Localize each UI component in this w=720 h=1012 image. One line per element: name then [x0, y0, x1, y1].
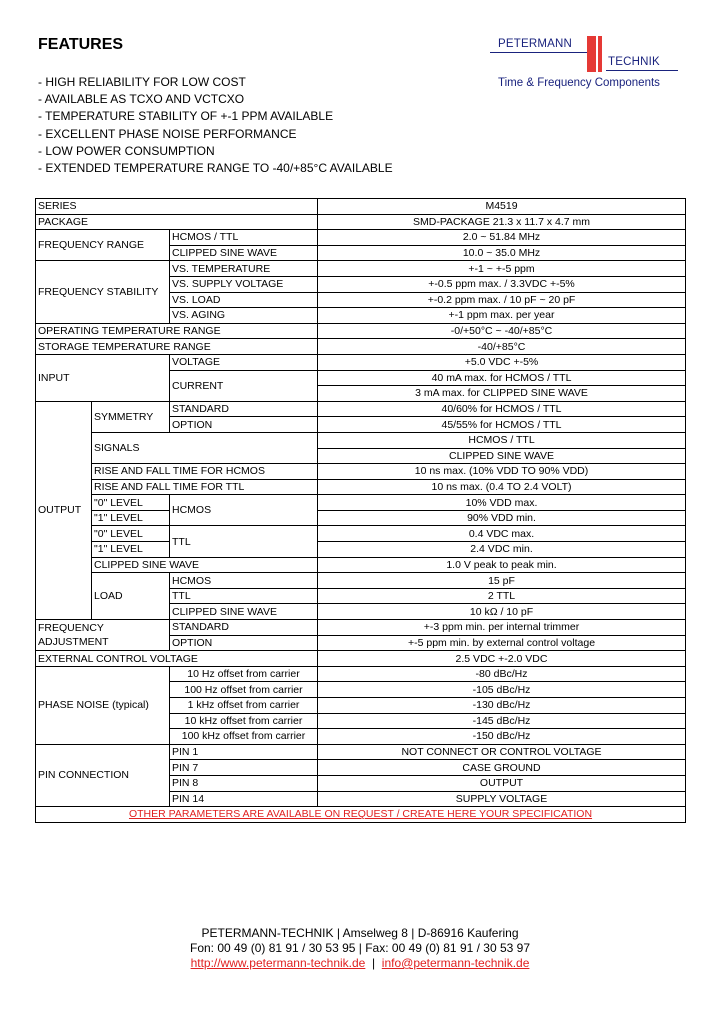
label-external-control: EXTERNAL CONTROL VOLTAGE	[36, 651, 318, 667]
sub-rise-fall-hcmos: RISE AND FALL TIME FOR HCMOS	[92, 464, 318, 480]
table-row	[36, 651, 686, 667]
label-frequency-adjustment-line2: ADJUSTMENT	[38, 636, 109, 649]
value-external-control: 2.5 VDC +-2.0 VDC	[318, 651, 686, 667]
sub-pin: PIN 7	[170, 760, 318, 776]
label-phase-noise: PHASE NOISE (typical)	[36, 666, 170, 744]
value-pin: CASE GROUND	[318, 760, 686, 776]
sub-pin: PIN 14	[170, 791, 318, 807]
sub-zero-level: "0" LEVEL	[92, 526, 170, 542]
sub-offset: 10 kHz offset from carrier	[170, 713, 318, 729]
label-output: OUTPUT	[36, 401, 92, 619]
table-row	[36, 401, 686, 417]
request-note-link[interactable]: OTHER PARAMETERS ARE AVAILABLE ON REQUEST / CREATE HERE YOUR SPECIFICATION	[36, 807, 686, 823]
sub-load-ttl: TTL	[170, 588, 318, 604]
table-row	[36, 557, 686, 573]
table-row	[36, 354, 686, 370]
value-hcmos-range: 2.0 ~ 51.84 MHz	[318, 230, 686, 246]
table-row	[36, 510, 686, 526]
label-storage-temp: STORAGE TEMPERATURE RANGE	[36, 339, 318, 355]
label-pin-connection: PIN CONNECTION	[36, 744, 170, 806]
company-logo	[490, 36, 690, 96]
table-row	[36, 807, 686, 823]
value-current: 40 mA max. for HCMOS / TTL	[318, 370, 686, 386]
value-stability: +-1 ~ +-5 ppm	[318, 261, 686, 277]
value-package: SMD-PACKAGE 21.3 x 11.7 x 4.7 mm	[318, 214, 686, 230]
value-rise-fall-ttl: 10 ns max. (0.4 TO 2.4 VOLT)	[318, 479, 686, 495]
email-link[interactable]: info@petermann-technik.de	[381, 956, 530, 970]
table-row	[36, 744, 686, 760]
sub-clipped-sine-output: CLIPPED SINE WAVE	[92, 557, 318, 573]
feature-item: - EXCELLENT PHASE NOISE PERFORMANCE	[38, 126, 297, 141]
value-operating-temp: -0/+50°C ~ -40/+85°C	[318, 323, 686, 339]
sub-offset: 100 kHz offset from carrier	[170, 729, 318, 745]
footer-phone-fax: Fon: 00 49 (0) 81 91 / 30 53 95 | Fax: 00 49 (0) 81 91 / 30 53 97	[189, 941, 530, 955]
value-phase-noise: -80 dBc/Hz	[318, 666, 686, 682]
sub-load-hcmos: HCMOS	[170, 573, 318, 589]
sub-ttl-level: TTL	[170, 526, 318, 557]
table-row	[36, 339, 686, 355]
table-row	[36, 323, 686, 339]
value-rise-fall-hcmos: 10 ns max. (10% VDD TO 90% VDD)	[318, 464, 686, 480]
value-phase-noise: -105 dBc/Hz	[318, 682, 686, 698]
value-phase-noise: -130 dBc/Hz	[318, 698, 686, 714]
table-row	[36, 526, 686, 542]
value-load-hcmos: 15 pF	[318, 573, 686, 589]
value-stability: +-0.5 ppm max. / 3.3VDC +-5%	[318, 276, 686, 292]
sub-voltage: VOLTAGE	[170, 354, 318, 370]
label-input: INPUT	[36, 354, 170, 401]
sub-standard: STANDARD	[170, 620, 318, 636]
sub-symmetry: SYMMETRY	[92, 401, 170, 432]
sub-offset: 100 Hz offset from carrier	[170, 682, 318, 698]
sub-pin: PIN 1	[170, 744, 318, 760]
sub-one-level: "1" LEVEL	[92, 542, 170, 558]
table-row	[36, 666, 686, 682]
website-link[interactable]: http://www.petermann-technik.de	[190, 956, 366, 970]
sub-signals: SIGNALS	[92, 432, 318, 463]
table-row	[36, 464, 686, 480]
feature-item: - HIGH RELIABILITY FOR LOW COST	[38, 75, 246, 89]
table-row	[36, 261, 686, 277]
table-row	[36, 432, 686, 448]
value-clipped-sine-output: 1.0 V peak to peak min.	[318, 557, 686, 573]
sub-clipped-sine: CLIPPED SINE WAVE	[170, 245, 318, 261]
sub-stability: VS. SUPPLY VOLTAGE	[170, 276, 318, 292]
label-frequency-stability: FREQUENCY STABILITY	[36, 261, 170, 323]
table-row	[36, 199, 686, 215]
sub-offset: 10 Hz offset from carrier	[170, 666, 318, 682]
logo-rule	[606, 70, 678, 71]
table-row	[36, 214, 686, 230]
table-row	[36, 620, 686, 636]
value-series: M4519	[318, 199, 686, 215]
sub-stability: VS. TEMPERATURE	[170, 261, 318, 277]
label-operating-temp: OPERATING TEMPERATURE RANGE	[36, 323, 318, 339]
feature-item: - LOW POWER CONSUMPTION	[38, 143, 215, 158]
value-hcmos-zero: 10% VDD max.	[318, 495, 686, 511]
sub-hcmos-ttl: HCMOS / TTL	[170, 230, 318, 246]
value-stability: +-0.2 ppm max. / 10 pF ~ 20 pF	[318, 292, 686, 308]
spec-table	[35, 198, 686, 823]
footer-separator: |	[365, 956, 382, 970]
sub-offset: 1 kHz offset from carrier	[170, 698, 318, 714]
value-signals: HCMOS / TTL	[318, 432, 686, 448]
label-frequency-adjustment	[36, 620, 170, 651]
table-row	[36, 573, 686, 589]
value-stability: +-1 ppm max. per year	[318, 308, 686, 324]
sub-option: OPTION	[170, 417, 318, 433]
value-hcmos-one: 90% VDD min.	[318, 510, 686, 526]
sub-option: OPTION	[170, 635, 318, 651]
sub-rise-fall-ttl: RISE AND FALL TIME FOR TTL	[92, 479, 318, 495]
value-symmetry-option: 45/55% for HCMOS / TTL	[318, 417, 686, 433]
value-signals: CLIPPED SINE WAVE	[318, 448, 686, 464]
sub-current: CURRENT	[170, 370, 318, 401]
table-row	[36, 495, 686, 511]
value-ttl-zero: 0.4 VDC max.	[318, 526, 686, 542]
table-row	[36, 230, 686, 246]
value-clipped-sine-range: 10.0 ~ 35.0 MHz	[318, 245, 686, 261]
footer-address: PETERMANN-TECHNIK | Amselweg 8 | D-86916 Kaufering	[201, 926, 519, 940]
value-adjustment-standard: +-3 ppm min. per internal trimmer	[318, 620, 686, 636]
logo-name-technik: TECHNIK	[608, 56, 660, 68]
value-pin: SUPPLY VOLTAGE	[318, 791, 686, 807]
label-package: PACKAGE	[36, 214, 318, 230]
table-row	[36, 479, 686, 495]
sub-one-level: "1" LEVEL	[92, 510, 170, 526]
sub-load: LOAD	[92, 573, 170, 620]
page-title: FEATURES	[38, 36, 124, 53]
sub-pin: PIN 8	[170, 775, 318, 791]
sub-load-clipped-sine: CLIPPED SINE WAVE	[170, 604, 318, 620]
value-load-ttl: 2 TTL	[318, 588, 686, 604]
logo-rule	[490, 52, 587, 53]
value-pin: OUTPUT	[318, 775, 686, 791]
feature-list	[38, 74, 393, 177]
label-series: SERIES	[36, 199, 318, 215]
label-frequency-range: FREQUENCY RANGE	[36, 230, 170, 261]
logo-tagline: Time & Frequency Components	[498, 77, 660, 89]
logo-name-petermann: PETERMANN	[498, 38, 573, 50]
value-symmetry-standard: 40/60% for HCMOS / TTL	[318, 401, 686, 417]
value-adjustment-option: +-5 ppm min. by external control voltage	[318, 635, 686, 651]
value-storage-temp: -40/+85°C	[318, 339, 686, 355]
feature-item: - AVAILABLE AS TCXO AND VCTCXO	[38, 92, 245, 107]
feature-item: - TEMPERATURE STABILITY OF +-1 PPM AVAILABLE	[38, 109, 334, 124]
value-current: 3 mA max. for CLIPPED SINE WAVE	[318, 386, 686, 402]
value-phase-noise: -150 dBc/Hz	[318, 729, 686, 745]
feature-item: - EXTENDED TEMPERATURE RANGE TO -40/+85°C AVAILABLE	[38, 160, 393, 175]
value-load-clipped-sine: 10 kΩ / 10 pF	[318, 604, 686, 620]
value-pin: NOT CONNECT OR CONTROL VOLTAGE	[318, 744, 686, 760]
sub-hcmos-level: HCMOS	[170, 495, 318, 526]
value-voltage: +5.0 VDC +-5%	[318, 354, 686, 370]
sub-stability: VS. LOAD	[170, 292, 318, 308]
value-ttl-one: 2.4 VDC min.	[318, 542, 686, 558]
label-frequency-adjustment-line1: FREQUENCY	[38, 622, 104, 635]
sub-zero-level: "0" LEVEL	[92, 495, 170, 511]
value-phase-noise: -145 dBc/Hz	[318, 713, 686, 729]
logo-red-bar-thin	[598, 36, 602, 72]
sub-standard: STANDARD	[170, 401, 318, 417]
sub-stability: VS. AGING	[170, 308, 318, 324]
logo-red-bar	[587, 36, 596, 72]
table-row	[36, 542, 686, 558]
footer-links	[0, 956, 720, 970]
